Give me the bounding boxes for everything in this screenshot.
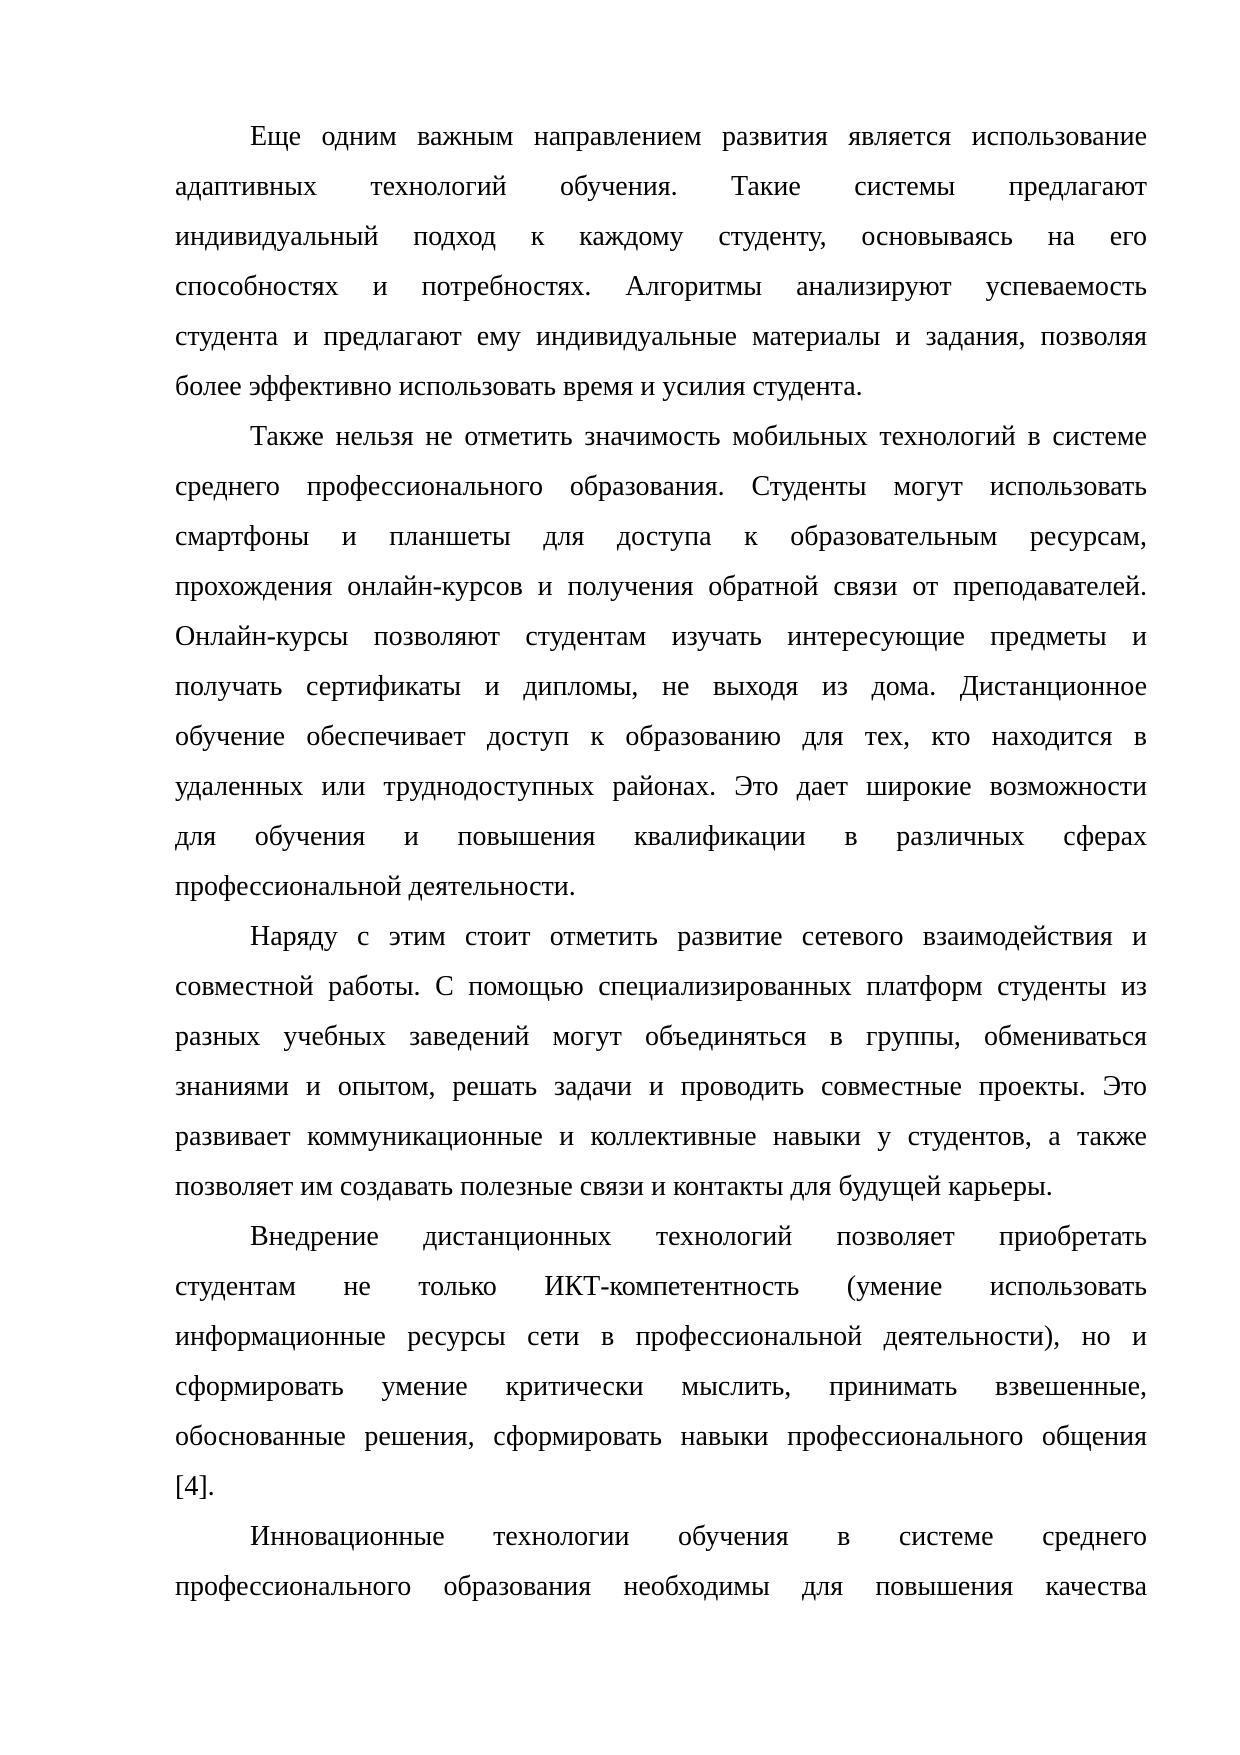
text-line: информационные ресурсы сети в профессиональной деятельности), но и [175, 1321, 1147, 1352]
text-line: студента и предлагают ему индивидуальные материалы и задания, позволяя [175, 321, 1147, 352]
text-line: сформировать умение критически мыслить, принимать взвешенные, [175, 1371, 1147, 1402]
text-line: Инновационные технологии обучения в системе среднего [250, 1521, 1147, 1552]
text-line: [4]. [175, 1471, 215, 1502]
text-line: студентам не только ИКТ-компетентность (умение использовать [175, 1271, 1147, 1302]
text-line: позволяет им создавать полезные связи и контакты для будущей карьеры. [175, 1171, 1053, 1202]
text-line: Наряду с этим стоит отметить развитие сетевого взаимодействия и [250, 921, 1147, 952]
text-line: развивает коммуникационные и коллективные навыки у студентов, а также [175, 1121, 1147, 1152]
text-line: более эффективно использовать время и усилия студента. [175, 371, 863, 402]
text-line: профессионального образования необходимы для повышения качества [175, 1571, 1147, 1602]
text-line: Также нельзя не отметить значимость мобильных технологий в системе [250, 421, 1147, 452]
text-line: смартфоны и планшеты для доступа к образовательным ресурсам, [175, 521, 1147, 552]
text-line: среднего профессионального образования. Студенты могут использовать [175, 471, 1147, 502]
text-line: Внедрение дистанционных технологий позволяет приобретать [250, 1221, 1147, 1252]
text-line: обоснованные решения, сформировать навыки профессионального общения [175, 1421, 1147, 1452]
text-line: совместной работы. С помощью специализированных платформ студенты из [175, 971, 1147, 1002]
text-line: для обучения и повышения квалификации в различных сферах [175, 821, 1147, 852]
paragraph [175, 1212, 1147, 1512]
paragraph [175, 1512, 1147, 1612]
text-line: получать сертификаты и дипломы, не выходя из дома. Дистанционное [175, 671, 1147, 702]
paragraph [175, 112, 1147, 412]
text-line: Еще одним важным направлением развития является использование [250, 121, 1147, 152]
paragraph [175, 912, 1147, 1212]
text-line: индивидуальный подход к каждому студенту, основываясь на его [175, 221, 1147, 252]
text-line: разных учебных заведений могут объединяться в группы, обмениваться [175, 1021, 1147, 1052]
text-line: обучение обеспечивает доступ к образованию для тех, кто находится в [175, 721, 1147, 752]
text-line: Онлайн-курсы позволяют студентам изучать интересующие предметы и [175, 621, 1147, 652]
text-line: способностях и потребностях. Алгоритмы анализируют успеваемость [175, 271, 1147, 302]
text-line: профессиональной деятельности. [175, 871, 576, 902]
text-line: знаниями и опытом, решать задачи и проводить совместные проекты. Это [175, 1071, 1147, 1102]
text-block [175, 112, 1147, 1612]
text-line: удаленных или труднодоступных районах. Это дает широкие возможности [175, 771, 1147, 802]
text-line: прохождения онлайн-курсов и получения обратной связи от преподавателей. [175, 571, 1147, 602]
paragraph [175, 412, 1147, 912]
text-line: адаптивных технологий обучения. Такие системы предлагают [175, 171, 1147, 202]
